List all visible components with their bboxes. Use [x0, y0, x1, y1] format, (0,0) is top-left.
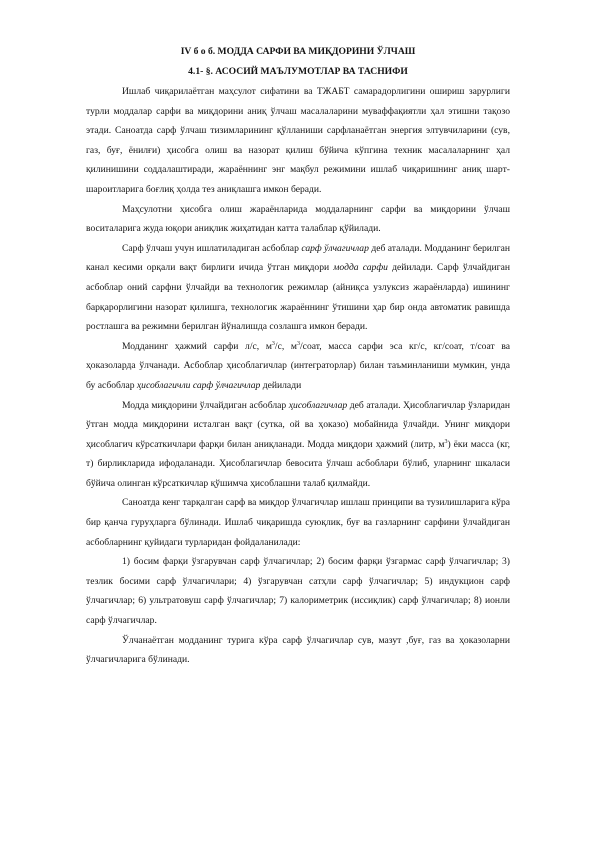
paragraph-4 — [86, 337, 510, 396]
text-run: ) ёки масса (кг, т) бирликларида ифодаланади. Ҳисоблагичлар бевосита ўлчаш асбоблари бўлиб, уларнинг шкаласи бўйича олинган кўрсаткичлар қўшимча ҳисоблашни талаб қилмайди. — [86, 438, 510, 489]
text-run: Модданинг ҳажмий сарфи л/с, м — [122, 340, 272, 352]
paragraph-3 — [86, 239, 510, 337]
document-page — [86, 42, 510, 670]
text-run: Модда миқдорини ўлчайдиган асбоблар — [122, 399, 289, 411]
text-run: дейилади — [260, 379, 302, 391]
term-counting-flowmeters: ҳисоблагичли сарф ўлчагичлар — [136, 379, 261, 391]
term-counters: ҳисоблагичлар — [288, 399, 348, 411]
text-run: деб аталади. Модданинг берилган канал кесими орқали вақт бирлиги ичида ўтган миқдори — [86, 242, 511, 274]
term-substance-flow: модда сарфи — [333, 262, 388, 274]
term-flowmeters: сарф ўлчагичлар — [301, 242, 369, 254]
chapter-title: IV б о б. МОДДА САРФИ ВА МИҚДОРИНИ ЎЛЧАШ — [180, 46, 416, 57]
paragraph-7: 1) босим фарқи ўзгарувчан сарф ўлчагичлар; 2) босим фарқи ўзгармас сарф ўлчагичлар; 3) тезлик босими сарф ўлчагичлари; 4) ўзгарувчан сатҳли сарф ўлчагичлар; 5) индукцион сарф ўлчагичлар; 6) ультратовуш сарф ўлчагичлар; 7) калориметрик (иссиқлик) сарф ўлчагичлар; 8) ионли сарф ўлчагичлар. — [86, 556, 510, 627]
text-run: деб аталади. Ҳисоблагичлар ўзларидан ўтган модда миқдорини исталган вақт (сутка, ой ва ҳоказо) мобайнида ўлчайди. Унинг миқдори ҳисоблагич кўрсаткичлари фарқи билан аниқланади. Модда миқдори ҳажмий (литр, м — [86, 399, 510, 450]
text-run: Сарф ўлчаш учун ишлатиладиган асбоблар — [122, 242, 302, 254]
superscript: 3 — [444, 438, 448, 445]
paragraph-1: Ишлаб чиқарилаётган маҳсулот сифатини ва ТЖАБТ самарадорлигини ошириш зарурлиги турли моддалар сарфи ва миқдорини аниқ ўлчаш масалаларини муваффақиятли ҳал этишни тақозо этади. Саноатда сарф ўлчаш тизимларининг қўлланиши сарфланаётган энергия элтувчиларини (сув, газ, буғ, ёнилғи) ҳисобга олиш ва назорат қилиш бўйича кўпгина техник масалаларнинг ҳал қилинишини соддалаштиради, жараённинг энг мақбул режимини ишлаб чиқаришнинг аниқ шарт-шароитларига боғлиқ ҳолда тез аниқлашга имкон беради. — [86, 86, 510, 195]
text-run: /соат, масса сарфи эса кг/с, кг/соат, т/соат ва ҳоказоларда ўлчанади. Асбоблар ҳисоблагичлар (интеграторлар) билан таъминланиши мумкин, унда бу асбоблар — [86, 340, 511, 391]
paragraph-5 — [86, 396, 510, 494]
superscript: 3 — [271, 340, 275, 347]
paragraph-6: Саноатда кенг тарқалган сарф ва миқдор ўлчагичлар ишлаш принципи ва тузилишларига кўра бир қанча гуруҳларга бўлинади. Ишлаб чиқаришда суюқлик, буғ ва газларнинг сарфини ўлчайдиган асбобларнинг қуйидаги турларидан фойдаланилади: — [86, 497, 510, 548]
paragraph-2: Маҳсулотни ҳисобга олиш жараёнларида моддаларнинг сарфи ва миқдорини ўлчаш воситаларига жуда юқори аниқлик жиҳатидан катта талаблар қўйилади. — [86, 203, 510, 235]
section-title: 4.1- §. АСОСИЙ МАЪЛУМОТЛАР ВА ТАСНИФИ — [188, 66, 408, 77]
superscript: 3 — [297, 340, 301, 347]
paragraph-8: Ўлчанаётган модданинг турига кўра сарф ўлчагичлар сув, мазут ,буғ, газ ва ҳоказоларни ўлчагичларига бўлинади. — [86, 634, 510, 666]
text-run: дейилади. Сарф ўлчайдиган асбоблар оний сарфни ўлчайди ва технологик режимлар (айниқса узлуксиз жараёнларда) ишининг барқарорлигини назорат қилишга, технологик жараённинг ўтишини ҳар бир онда автоматик равишда ростлашга ва режимни берилган йўналишда созлашга имкон беради. — [86, 262, 510, 333]
text-run: /с, м — [274, 340, 298, 352]
